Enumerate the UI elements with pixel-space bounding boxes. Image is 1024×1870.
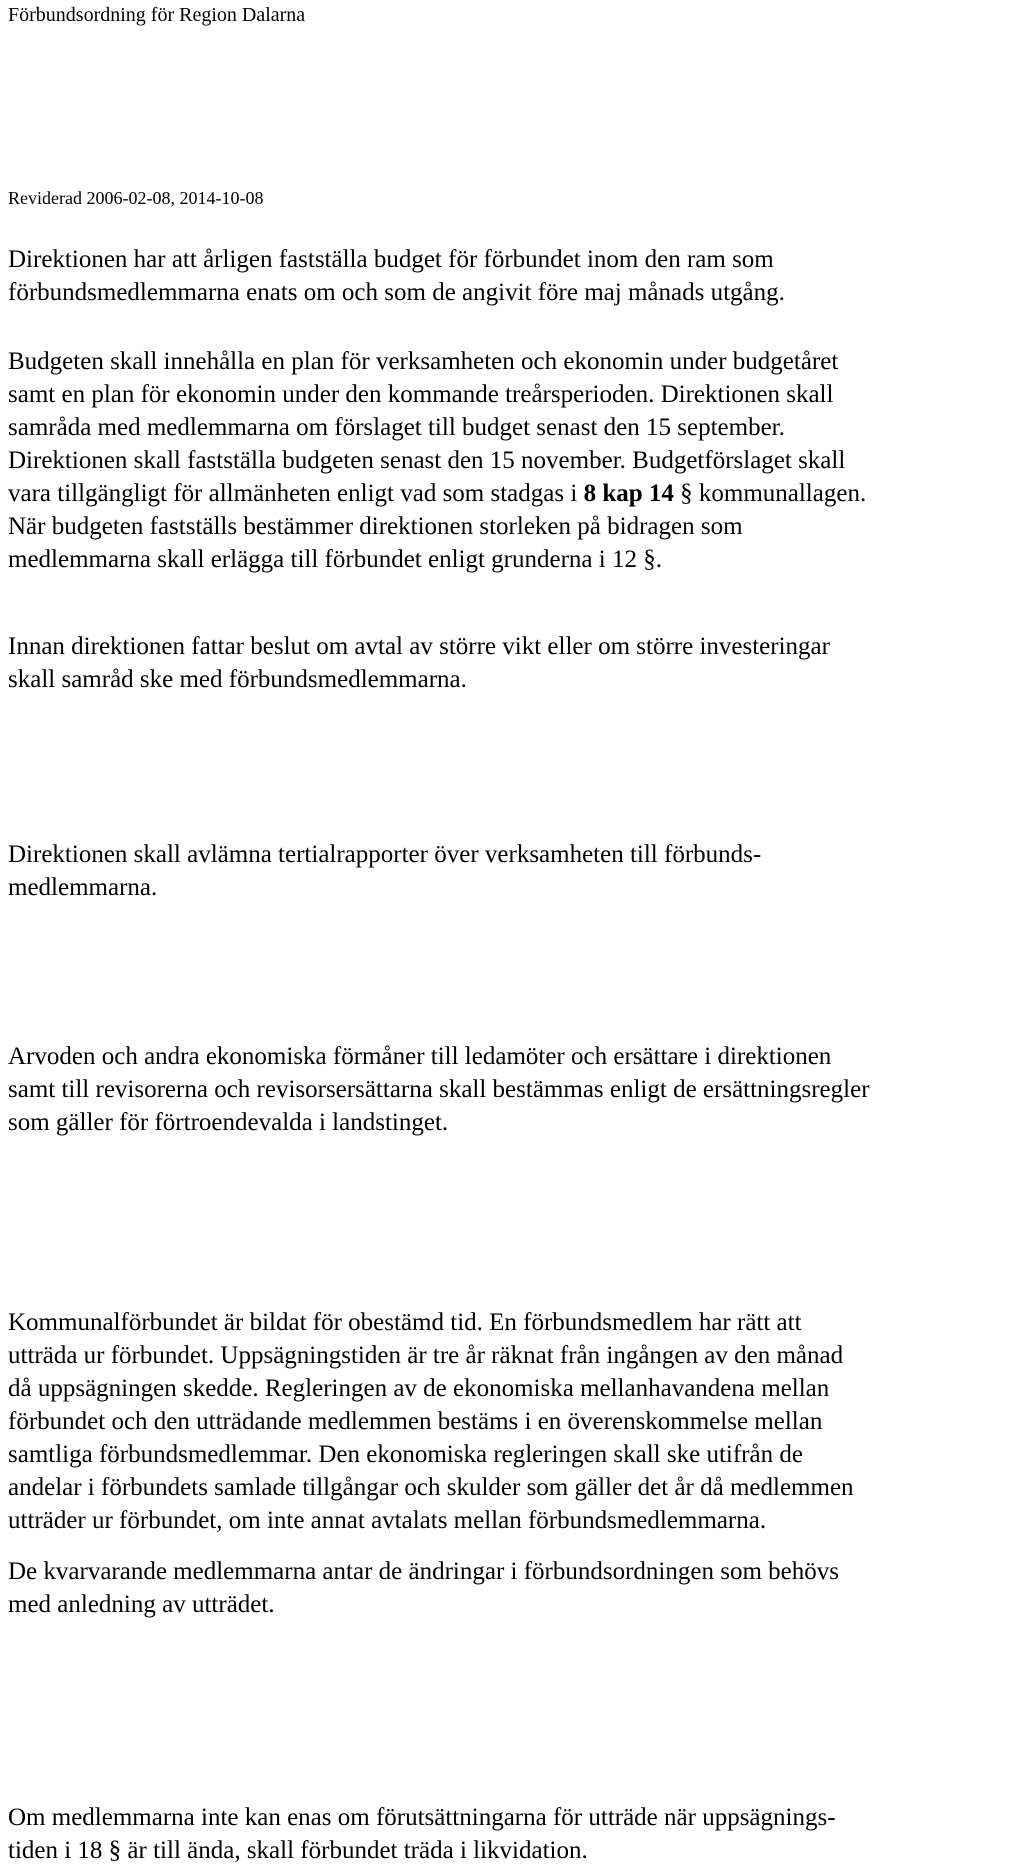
paragraph-withdrawal xyxy=(8,1306,1018,1537)
text-line: utträder ur förbundet, om inte annat avtalats mellan förbundsmedlemmarna. xyxy=(8,1507,767,1534)
revision-dates: Reviderad 2006-02-08, 2014-10-08 xyxy=(8,188,264,208)
paragraph-tertial-reports xyxy=(8,838,1018,904)
text-line: Kommunalförbundet är bildat för obestämd tid. En förbundsmedlem har rätt att xyxy=(8,1309,802,1336)
document-header-title: Förbundsordning för Region Dalarna xyxy=(8,4,306,26)
text-line: Direktionen har att årligen fastställa budget för förbundet inom den ram som xyxy=(8,246,774,273)
text-line: tiden i 18 § är till ända, skall förbundet träda i likvidation. xyxy=(8,1837,588,1864)
text-line: då uppsägningen skedde. Regleringen av de ekonomiska mellanhavandena mellan xyxy=(8,1375,830,1402)
text-line: samråda med medlemmarna om förslaget till budget senast den 15 september. xyxy=(8,414,785,441)
paragraph-budget-content xyxy=(8,345,1018,576)
text-line: Innan direktionen fattar beslut om avtal av större vikt eller om större investeringar xyxy=(8,633,830,660)
paragraph-remuneration xyxy=(8,1040,1018,1139)
law-chapter-reference: 8 kap 14 xyxy=(583,480,674,507)
text-line: medlemmarna. xyxy=(8,874,158,901)
text-fragment: vara tillgängligt för allmänheten enligt vad som stadgas i xyxy=(8,480,584,507)
text-line: Direktionen skall fastställa budgeten senast den 15 november. Budgetförslaget skall xyxy=(8,447,846,474)
text-line: samt en plan för ekonomin under den kommande treårsperioden. Direktionen skall xyxy=(8,381,834,408)
text-line: Direktionen skall avlämna tertialrapporter över verksamheten till förbunds- xyxy=(8,841,762,868)
text-fragment: § kommunallagen. xyxy=(673,480,867,507)
text-line: medlemmarna skall erlägga till förbundet enligt grunderna i 12 §. xyxy=(8,546,662,573)
text-line: De kvarvarande medlemmarna antar de ändringar i förbundsordningen som behövs xyxy=(8,1558,839,1585)
text-line: Om medlemmarna inte kan enas om förutsättningarna för utträde när uppsägnings- xyxy=(8,1804,836,1831)
text-line: utträda ur förbundet. Uppsägningstiden är tre år räknat från ingången av den månad xyxy=(8,1342,844,1369)
text-line: med anledning av utträdet. xyxy=(8,1591,275,1618)
text-line: som gäller för förtroendevalda i landstinget. xyxy=(8,1109,449,1136)
text-line: skall samråd ske med förbundsmedlemmarna. xyxy=(8,666,467,693)
text-line: förbundet och den utträdande medlemmen bestäms i en överenskommelse mellan xyxy=(8,1408,823,1435)
text-line: När budgeten fastställs bestämmer direktionen storleken på bidragen som xyxy=(8,513,743,540)
text-line-legal-reference xyxy=(8,477,1018,510)
text-line: Budgeten skall innehålla en plan för verksamheten och ekonomin under budgetåret xyxy=(8,348,839,375)
paragraph-budget-frame xyxy=(8,243,1018,309)
paragraph-remaining-members xyxy=(8,1555,1018,1621)
text-line: förbundsmedlemmarna enats om och som de angivit före maj månads utgång. xyxy=(8,279,785,306)
text-line: andelar i förbundets samlade tillgångar och skulder som gäller det år då medlemmen xyxy=(8,1474,854,1501)
text-line: samt till revisorerna och revisorsersättarna skall bestämmas enligt de ersättningsregler xyxy=(8,1076,870,1103)
paragraph-liquidation xyxy=(8,1801,1018,1867)
text-line: Arvoden och andra ekonomiska förmåner till ledamöter och ersättare i direktionen xyxy=(8,1043,832,1070)
paragraph-investments xyxy=(8,630,1018,696)
text-line: samtliga förbundsmedlemmar. Den ekonomiska regleringen skall ske utifrån de xyxy=(8,1441,803,1468)
